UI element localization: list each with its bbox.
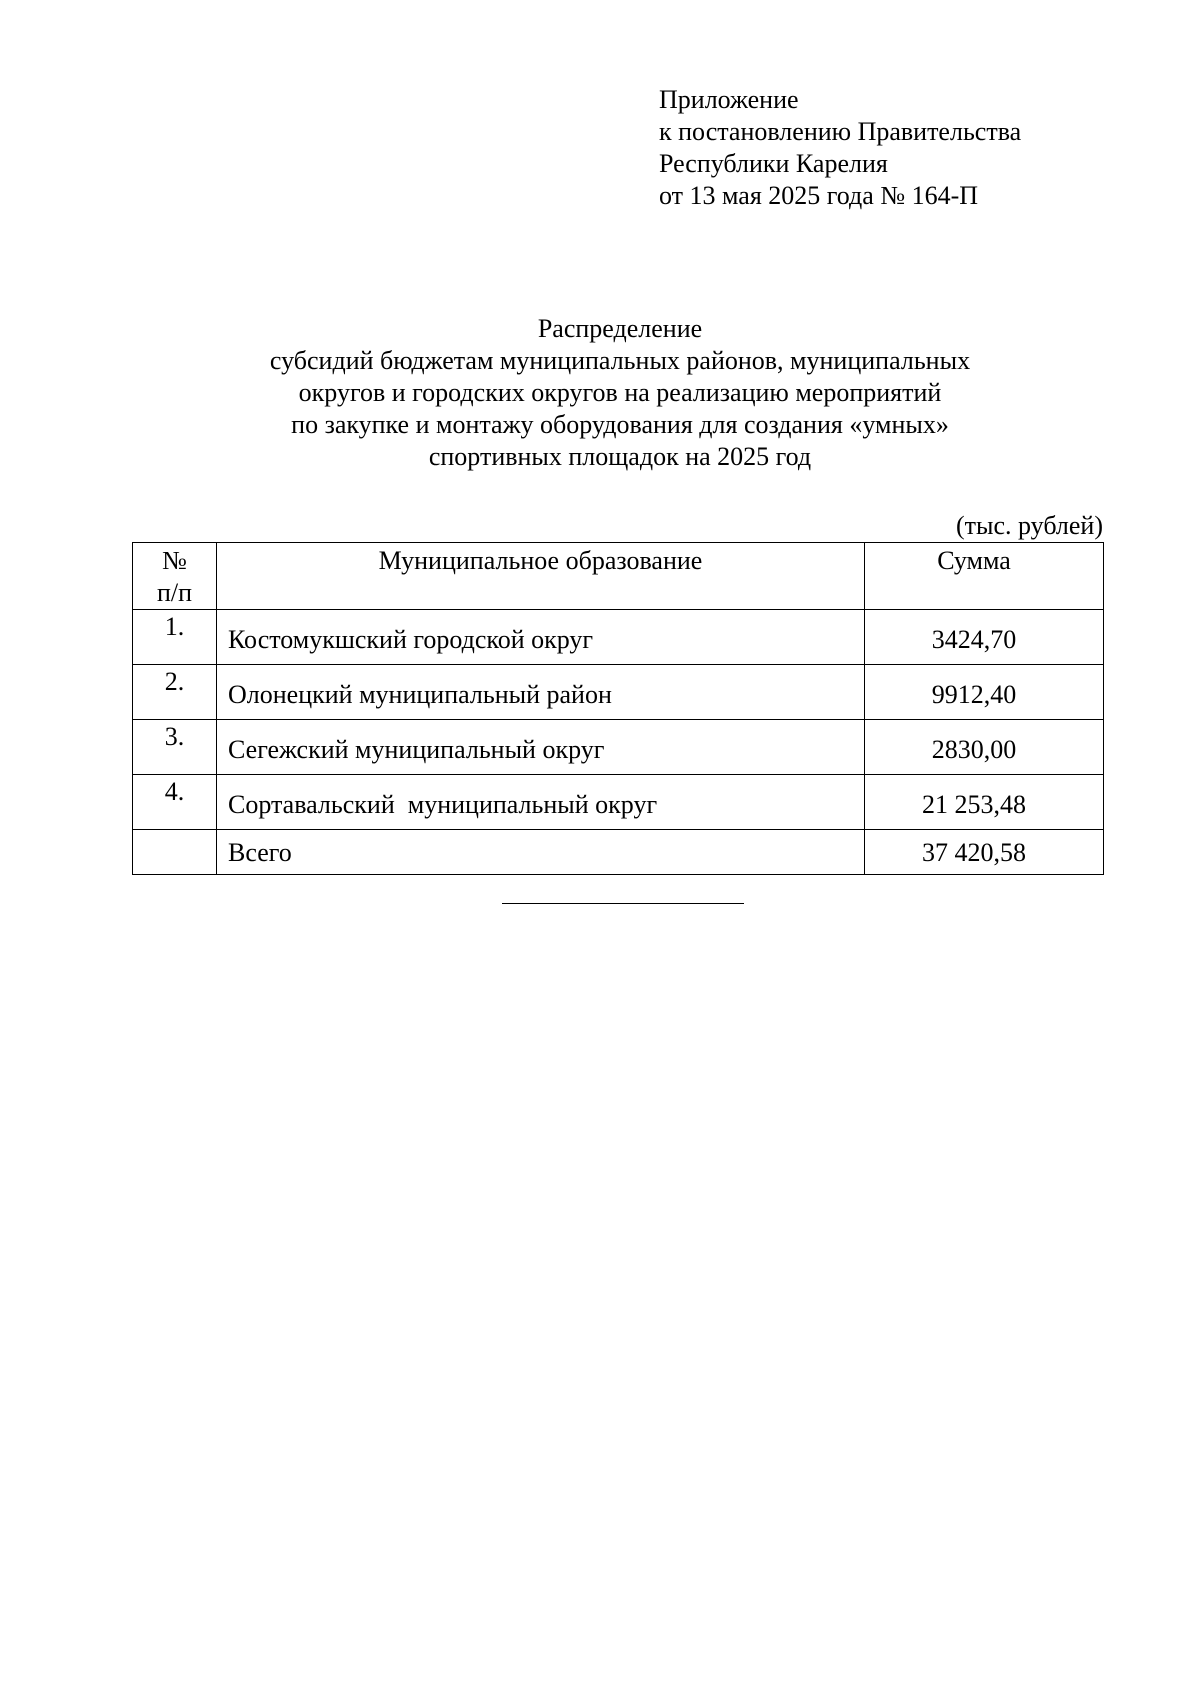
header-sum: Сумма [865,543,1104,610]
appendix-line: Республики Карелия [659,149,888,178]
end-divider [502,903,744,904]
table-row [133,610,1104,665]
table-row [133,720,1104,775]
row-municipality: Сегежский муниципальный округ [217,720,865,775]
row-number: 1. [133,610,217,665]
row-sum: 3424,70 [865,610,1104,665]
appendix-line: от 13 мая 2025 года № 164-П [659,181,979,210]
appendix-block [659,84,1021,212]
table-header-row [133,543,1104,610]
total-number [133,830,217,875]
appendix-line: Приложение [659,85,799,114]
row-sum: 9912,40 [865,665,1104,720]
title-line: спортивных площадок на 2025 год [428,442,812,471]
row-municipality: Костомукшский городской округ [217,610,865,665]
total-sum: 37 420,58 [865,830,1104,875]
row-municipality: Олонецкий муниципальный район [217,665,865,720]
title-line: субсидий бюджетам муниципальных районов, муниципальных [269,346,971,375]
row-number: 4. [133,775,217,830]
row-municipality: Сортавальский муниципальный округ [217,775,865,830]
row-number: 2. [133,665,217,720]
document-title [120,313,1120,473]
row-sum: 21 253,48 [865,775,1104,830]
row-sum: 2830,00 [865,720,1104,775]
distribution-table [132,542,1104,875]
row-number: 3. [133,720,217,775]
appendix-line: к постановлению Правительства [659,117,1022,146]
unit-label: (тыс. рублей) [955,511,1103,540]
table-row [133,775,1104,830]
header-number [133,543,217,610]
table-total-row [133,830,1104,875]
total-label: Всего [217,830,865,875]
title-line: округов и городских округов на реализацию мероприятий [298,378,942,407]
title-line: Распределение [537,314,703,343]
header-number-line1: № [162,546,187,575]
table-row [133,665,1104,720]
header-municipality: Муниципальное образование [217,543,865,610]
title-line: по закупке и монтажу оборудования для создания «умных» [291,410,949,439]
header-number-line2: п/п [156,578,193,607]
